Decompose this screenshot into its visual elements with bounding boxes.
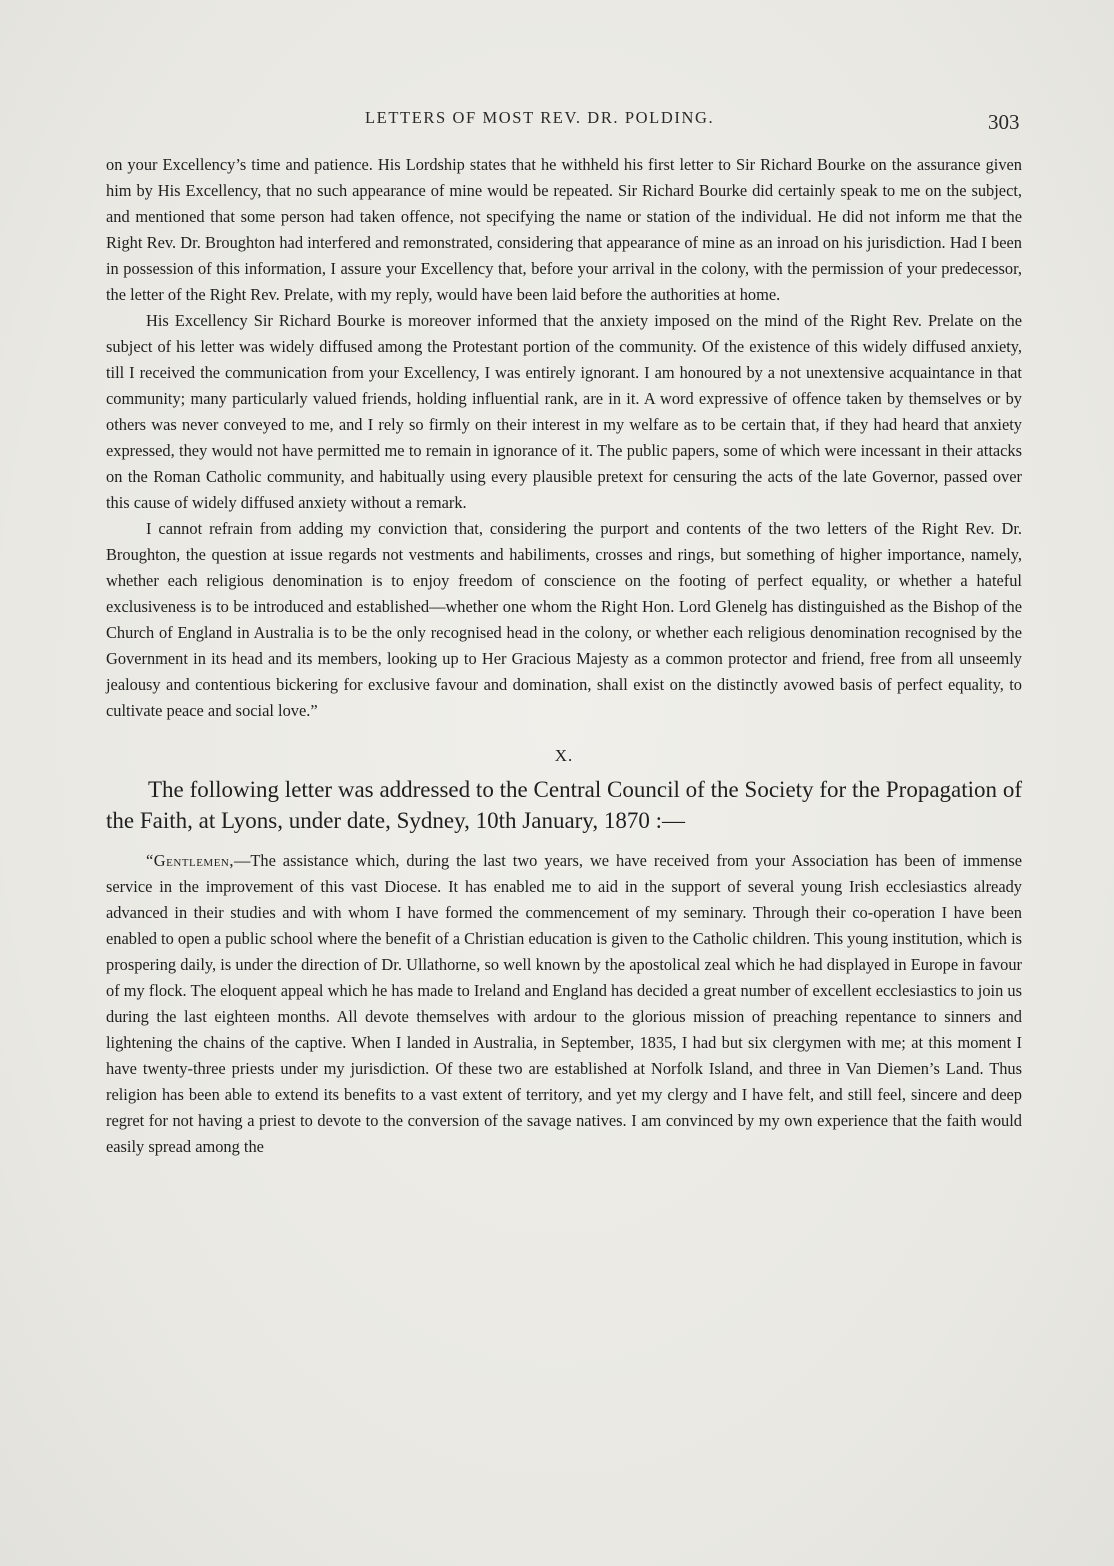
page-number: 303 (988, 110, 1020, 134)
letter-paragraph (106, 848, 1022, 1160)
section-intro: The following letter was addressed to the Central Council of the Society for the Propagation of the Faith, at Lyons, under date, Sydney, 10th January, 1870 :— (106, 777, 1022, 833)
letter-body: —The assistance which, during the last two years, we have received from your Association has been of immense service in the improvement of this vast Diocese. It has enabled me to aid in the support of several young Irish ecclesiastics already advanced in their studies and with whom I have formed the commencement of my seminary. Through their co-operation I have been enabled to open a public school where the benefit of a Christian education is given to the Catholic children. This young institution, which is prospering daily, is under the direction of Dr. Ullathorne, so well known by the apostolical zeal which he had displayed in Europe in favour of my flock. The eloquent appeal which he has made to Ireland and England has decided a great number of excellent ecclesiastics to join us during the last eighteen months. All devote themselves with ardour to the glorious mission of preaching repentance to sinners and lightening the chains of the captive. When I landed in Australia, in September, 1835, I had but six clergymen with me; at this moment I have twenty-three priests under my jurisdiction. Of these two are established at Norfolk Island, and three in Van Diemen’s Land. Thus religion has been able to extend its benefits to a vast extent of territory, and yet my clergy and I have felt, and still feel, sincere and deep regret for not having a priest to devote to the conversion of the savage natives. I am convinced by my own experience that the faith would easily spread among the (106, 851, 1023, 1156)
letter-salutation: “Gentlemen, (146, 851, 234, 870)
running-head: LETTERS OF MOST REV. DR. POLDING. (365, 108, 715, 127)
paragraph-continuation: on your Excellency’s time and patience. His Lordship states that he withheld his first letter to Sir Richard Bourke on the assurance given him by His Excellency, that no such appearance of mine would be repeated. Sir Richard Bourke did certainly speak to me on the subject, and mentioned that some person had taken offence, not specifying the name or station of the individual. He did not inform me that the Right Rev. Dr. Broughton had interfered and remonstrated, considering that appearance of mine as an inroad on his jurisdiction. Had I been in possession of this information, I assure your Excellency that, before your arrival in the colony, with the permission of your predecessor, the letter of the Right Rev. Prelate, with my reply, would have been laid before the authorities at home. (106, 155, 1022, 304)
paragraph-conviction: I cannot refrain from adding my conviction that, considering the purport and contents of the two letters of the Right Rev. Dr. Broughton, the question at issue regards not vestments and habiliments, crosses and rings, but something of higher importance, namely, whether each religious denomination is to enjoy freedom of conscience on the footing of perfect equality, or whether a hateful exclusiveness is to be introduced and established—whether one whom the Right Hon. Lord Glenelg has distinguished as the Bishop of the Church of England in Australia is to be the only recognised head in the colony, or whether each religious denomination recognised by the Government in its head and its members, looking up to Her Gracious Majesty as a common protector and friend, free from all unseemly jealousy and contentious bickering for exclusive favour and domination, shall exist on the distinctly avowed basis of perfect equality, to cultivate peace and social love.” (106, 519, 1022, 720)
paragraph-bourke-anxiety: His Excellency Sir Richard Bourke is moreover informed that the anxiety imposed on the mind of the Right Rev. Prelate on the subject of his letter was widely diffused among the Protestant portion of the community. Of the existence of this widely diffused anxiety, till I received the communication from your Excellency, I was entirely ignorant. I am honoured by a not unextensive acquaintance in that community; many particularly valued friends, holding influential rank, are in it. A word expressive of offence taken by themselves or by others was never conveyed to me, and I rely so firmly on their interest in my welfare as to be certain that, if they had heard that anxiety expressed, they would not have permitted me to remain in ignorance of it. The public papers, some of which were incessant in their attacks on the Roman Catholic community, and habitually using every plausible pretext for censuring the acts of the late Governor, passed over this cause of widely diffused anxiety without a remark. (106, 311, 1022, 512)
section-number: X. (554, 746, 574, 765)
page-body (106, 152, 1022, 1160)
